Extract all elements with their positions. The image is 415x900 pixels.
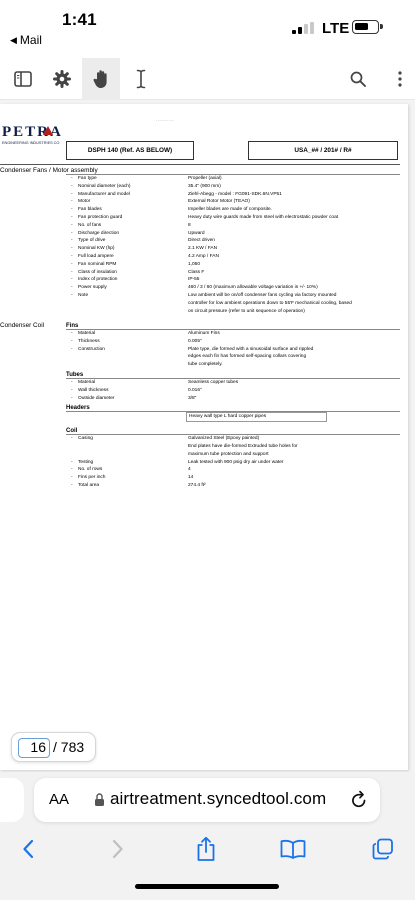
spec-row bbox=[66, 482, 400, 490]
spec-row bbox=[66, 308, 400, 316]
bookmarks-button[interactable] bbox=[278, 836, 308, 862]
spec-value: Upward bbox=[188, 230, 205, 236]
cellular-signal-icon bbox=[292, 22, 314, 34]
spec-value: IP-55 bbox=[188, 277, 200, 283]
spec-label: Index of protection bbox=[78, 277, 118, 283]
row-bullet: - bbox=[71, 459, 73, 465]
spec-label: Outside diameter bbox=[78, 395, 115, 401]
row-bullet: - bbox=[71, 482, 73, 488]
spec-label: Manufacturer and model bbox=[78, 191, 130, 197]
spec-value: 0.005" bbox=[188, 338, 202, 344]
spec-row bbox=[66, 474, 400, 482]
row-bullet: - bbox=[71, 475, 73, 481]
row-bullet: - bbox=[71, 261, 73, 267]
back-to-app-button[interactable] bbox=[10, 33, 42, 47]
spec-group-coil bbox=[66, 427, 400, 490]
spec-row bbox=[66, 175, 400, 183]
spec-row bbox=[66, 206, 400, 214]
forward-button[interactable] bbox=[103, 836, 133, 862]
spec-row bbox=[66, 198, 400, 206]
sidebar-toggle-button[interactable] bbox=[4, 58, 42, 100]
spec-value: Heavy duty wire guards made from steel with electrostatic powder coat bbox=[188, 214, 339, 220]
spec-value: Propeller (axial) bbox=[188, 176, 222, 181]
spec-row bbox=[66, 245, 400, 253]
document-reference: - - - - - - - - - - bbox=[156, 118, 174, 122]
more-icon bbox=[397, 70, 403, 88]
tabs-button[interactable] bbox=[368, 836, 398, 862]
row-bullet: - bbox=[71, 214, 73, 220]
section-title: Condenser Fans / Motor assembly bbox=[0, 167, 98, 174]
group-heading bbox=[66, 167, 400, 175]
more-options-button[interactable] bbox=[388, 58, 412, 100]
company-logo bbox=[2, 124, 70, 150]
spec-label: Wall thickness bbox=[78, 387, 109, 393]
spec-value: 4.2 Amp / FAN bbox=[188, 253, 219, 259]
spec-group-tubes bbox=[66, 371, 400, 402]
spec-value: Direct driven bbox=[188, 238, 215, 244]
url-text: airtreatment.syncedtool.com bbox=[110, 789, 327, 808]
spec-label: Full load ampere bbox=[78, 253, 114, 259]
row-bullet: - bbox=[71, 222, 73, 228]
spec-label: Type of drive bbox=[78, 238, 106, 244]
spec-value: 0.016" bbox=[188, 387, 202, 393]
spec-label: Casing bbox=[78, 436, 93, 442]
spec-label: Material bbox=[78, 380, 96, 385]
hand-tool-button[interactable] bbox=[82, 58, 120, 100]
reference-box: USA_## / 201# / R# bbox=[248, 141, 398, 160]
spec-label: No. of rows bbox=[78, 467, 103, 473]
spec-label: Testing bbox=[78, 459, 94, 465]
spec-label: Construction bbox=[78, 346, 105, 352]
spec-value: Leak tested with 900 psig dry air under water bbox=[188, 459, 284, 465]
tabs-icon bbox=[372, 838, 394, 860]
spec-value: 4 bbox=[188, 467, 191, 473]
spec-value: 274.4 ft² bbox=[188, 482, 206, 488]
spec-value: Seamless copper tubes bbox=[188, 380, 239, 385]
spec-row bbox=[66, 379, 400, 387]
group-heading: Tubes bbox=[66, 371, 400, 379]
spec-value: edges each fin has formed self-spacing collars covering bbox=[188, 354, 307, 360]
spec-label: Motor bbox=[78, 199, 91, 205]
spec-label: No. of fans bbox=[78, 222, 102, 228]
spec-label: Nominal diameter (each) bbox=[78, 183, 131, 189]
spec-value: Ziehl-Abegg - model : FG091-SDK.6N.VP51 bbox=[188, 191, 282, 197]
spec-value: 2.1 KW / FAN bbox=[188, 246, 218, 252]
spec-value: on circuit pressure (refer to unit sequence of operation) bbox=[188, 308, 305, 314]
section-title: Condenser Coil bbox=[0, 322, 45, 329]
spec-row bbox=[66, 183, 400, 191]
spec-value: End plates have die-formed Extruded tube holes for bbox=[188, 443, 298, 449]
group-heading: Headers bbox=[66, 404, 400, 412]
status-time: 1:41 bbox=[62, 10, 97, 29]
spec-row bbox=[66, 292, 400, 300]
spec-row bbox=[66, 361, 400, 369]
logo-triangle-icon bbox=[43, 126, 53, 135]
status-bar bbox=[0, 0, 415, 56]
spec-label: Note bbox=[78, 292, 89, 298]
row-bullet: - bbox=[71, 395, 73, 401]
spec-row bbox=[66, 284, 400, 292]
spec-row bbox=[66, 191, 400, 199]
row-bullet: - bbox=[71, 199, 73, 205]
share-button[interactable] bbox=[191, 836, 221, 862]
viewer-toolbar bbox=[0, 58, 415, 100]
spec-value: Heavy wall type L hard copper pipes bbox=[186, 412, 327, 422]
spec-label: Discharge direction bbox=[78, 230, 120, 236]
text-select-tool-button[interactable] bbox=[122, 58, 160, 100]
row-bullet: - bbox=[71, 467, 73, 473]
text-cursor-icon bbox=[135, 69, 147, 89]
spec-value: 35.4" (900 mm) bbox=[188, 183, 221, 189]
back-triangle-icon: ◀ bbox=[10, 35, 17, 45]
spec-value: 3/8" bbox=[188, 395, 197, 401]
total-pages: / 783 bbox=[53, 739, 85, 755]
spec-row bbox=[66, 222, 400, 230]
gear-icon bbox=[53, 70, 71, 88]
spec-label: Fins per inch bbox=[78, 475, 106, 481]
spec-label: Fan nominal RPM bbox=[78, 261, 117, 267]
current-page-input[interactable]: 16 bbox=[18, 738, 50, 758]
row-bullet: - bbox=[71, 346, 73, 352]
spec-row bbox=[66, 276, 400, 284]
spec-value: 14 bbox=[188, 475, 194, 481]
row-bullet: - bbox=[71, 331, 73, 336]
spec-label: Fan blades bbox=[78, 207, 102, 213]
spec-row bbox=[66, 214, 400, 222]
spec-group-fins bbox=[66, 322, 400, 369]
spec-row bbox=[66, 443, 400, 451]
reload-icon[interactable] bbox=[350, 790, 368, 810]
spec-value: 1,050 bbox=[188, 261, 201, 267]
row-bullet: - bbox=[71, 285, 73, 291]
text-size-button[interactable]: AA bbox=[49, 791, 70, 808]
spec-label: Class of insulation bbox=[78, 269, 117, 275]
spec-row bbox=[66, 261, 400, 269]
row-bullet: - bbox=[71, 436, 73, 442]
spec-group-headers bbox=[66, 404, 400, 420]
row-bullet: - bbox=[71, 183, 73, 189]
battery-icon bbox=[352, 20, 379, 34]
book-icon bbox=[280, 839, 306, 859]
spec-value: Impeller blades are made of composite. bbox=[188, 207, 272, 213]
row-bullet: - bbox=[71, 207, 73, 213]
row-bullet: - bbox=[71, 292, 73, 298]
spec-value: Plate type, die formed with a sinusoidal surface and rippled bbox=[188, 346, 314, 352]
home-indicator bbox=[135, 884, 279, 889]
spec-label: Nominal KW (hp) bbox=[78, 246, 115, 252]
spec-row bbox=[66, 435, 400, 443]
row-bullet: - bbox=[71, 230, 73, 236]
spec-row bbox=[66, 338, 400, 346]
search-icon bbox=[350, 71, 366, 87]
spec-row bbox=[66, 451, 400, 459]
row-bullet: - bbox=[71, 191, 73, 197]
header-rule bbox=[0, 164, 400, 165]
spec-label: Fan protection guard bbox=[78, 214, 123, 220]
spec-label: Power supply bbox=[78, 285, 107, 291]
group-heading: Coil bbox=[66, 427, 400, 435]
spec-row bbox=[66, 412, 400, 420]
fans-spec-group bbox=[66, 167, 400, 315]
model-box: DSPH 140 (Ref. AS BELOW) bbox=[66, 141, 194, 160]
row-bullet: - bbox=[71, 387, 73, 393]
spec-row bbox=[66, 330, 400, 338]
safari-toolbar bbox=[0, 828, 415, 900]
logo-wordmark: PETRA bbox=[2, 124, 63, 140]
spec-row bbox=[66, 300, 400, 308]
document-page[interactable] bbox=[0, 104, 408, 770]
spec-row bbox=[66, 253, 400, 261]
sidebar-icon bbox=[14, 71, 32, 87]
group-heading: Fins bbox=[66, 322, 400, 330]
back-button[interactable] bbox=[13, 836, 43, 862]
row-bullet: - bbox=[71, 338, 73, 344]
spec-value: 460 / 3 / 60 (maximum allowable voltage variation is +/- 10%) bbox=[188, 285, 318, 291]
spec-row bbox=[66, 269, 400, 277]
spec-value: Low ambient will be on/off condenser fans cycling via factory mounted bbox=[188, 292, 337, 298]
safari-address-area bbox=[0, 772, 415, 828]
spec-label: Total area bbox=[78, 482, 100, 488]
spec-label: Material bbox=[78, 331, 96, 336]
row-bullet: - bbox=[71, 246, 73, 252]
spec-label: Fan type bbox=[78, 176, 97, 181]
spec-row bbox=[66, 395, 400, 403]
lock-icon bbox=[94, 792, 105, 807]
row-bullet: - bbox=[71, 238, 73, 244]
spec-value: 8 bbox=[188, 222, 191, 228]
search-button[interactable] bbox=[342, 58, 374, 100]
row-bullet: - bbox=[71, 269, 73, 275]
spec-row bbox=[66, 346, 400, 354]
spec-value: maximum tube protection and support bbox=[188, 451, 269, 457]
spec-row bbox=[66, 237, 400, 245]
chevron-left-icon bbox=[22, 839, 34, 859]
row-bullet: - bbox=[71, 253, 73, 259]
spec-value: Class F bbox=[188, 269, 205, 275]
spec-value: Aluminum Fins bbox=[188, 331, 220, 336]
spec-value: controller for low ambient operations down to 55'F mechanical cooling, based bbox=[188, 300, 352, 306]
spec-row bbox=[66, 459, 400, 467]
spec-label: Thickness bbox=[78, 338, 100, 344]
hand-icon bbox=[92, 69, 110, 89]
spec-row bbox=[66, 466, 400, 474]
spec-row bbox=[66, 387, 400, 395]
spec-value: Galvanized Steel (Epoxy painted) bbox=[188, 436, 260, 442]
row-bullet: - bbox=[71, 277, 73, 283]
spec-value: External Rotor Motor (TEAO) bbox=[188, 199, 250, 205]
page-indicator[interactable] bbox=[11, 732, 96, 762]
row-bullet: - bbox=[71, 176, 73, 181]
spec-row bbox=[66, 230, 400, 238]
address-bar[interactable] bbox=[34, 778, 380, 822]
spec-value: tube completely. bbox=[188, 362, 223, 368]
settings-button[interactable] bbox=[42, 58, 82, 100]
row-bullet: - bbox=[71, 380, 73, 385]
chevron-right-icon bbox=[112, 839, 124, 859]
previous-tab-pill[interactable] bbox=[0, 778, 24, 822]
network-type: LTE bbox=[322, 20, 350, 37]
back-app-label: Mail bbox=[19, 33, 42, 47]
share-icon bbox=[196, 836, 216, 862]
spec-row bbox=[66, 353, 400, 361]
logo-subtitle: ENGINEERING INDUSTRIES CO. bbox=[2, 141, 61, 145]
